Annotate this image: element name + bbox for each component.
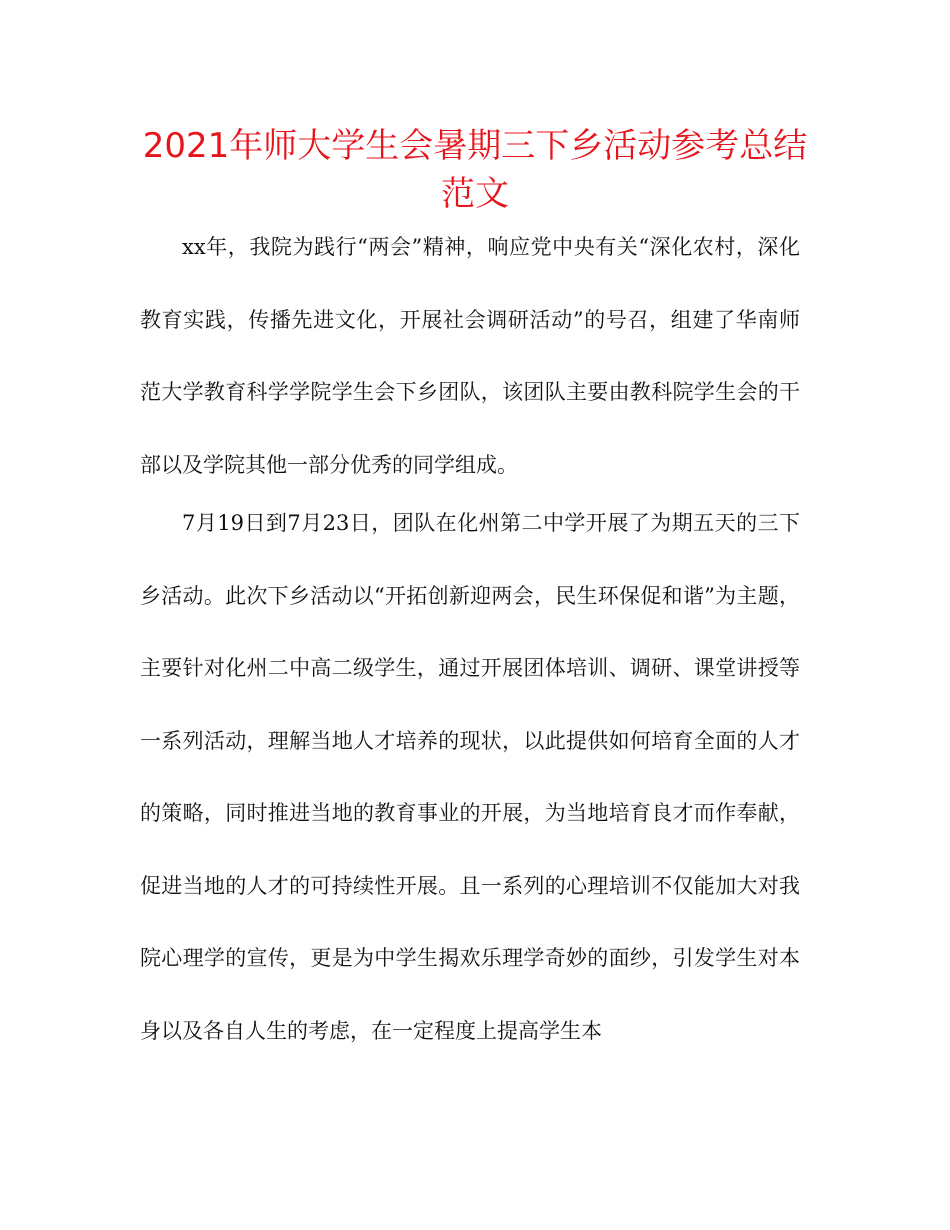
paragraph-2: 7月19日到7月23日，团队在化州第二中学开展了为期五天的三下乡活动。此次下乡活动以“开拓创新迎两会，民生环保促和谐”为主题，主要针对化州二中高二级学生，通过开展团体培训、调研、课堂讲授等一系列活动，理解当地人才培养的现状，以此提供如何培育全面的人才的策略，同时推进当地的教育事业的开展，为当地培育良才而作奉献，促进当地的人才的可持续性开展。且一系列的心理培训不仅能加大对我院心理学的宣传，更是为中学生揭欢乐理学奇妙的面纱，引发学生对本身以及各自人生的考虑，在一定程度上提高学生本 — [140, 511, 800, 1043]
document-title: 2021年师大学生会暑期三下乡活动参考总结范文 — [142, 126, 808, 214]
paragraph-1: xx年，我院为践行“两会”精神，响应党中央有关“深化农村，深化教育实践，传播先进文化，开展社会调研活动”的号召，组建了华南师范大学教育科学学院学生会下乡团队，该团队主要由教科院学生会的干部以及学院其他一部分优秀的同学组成。 — [140, 235, 800, 477]
